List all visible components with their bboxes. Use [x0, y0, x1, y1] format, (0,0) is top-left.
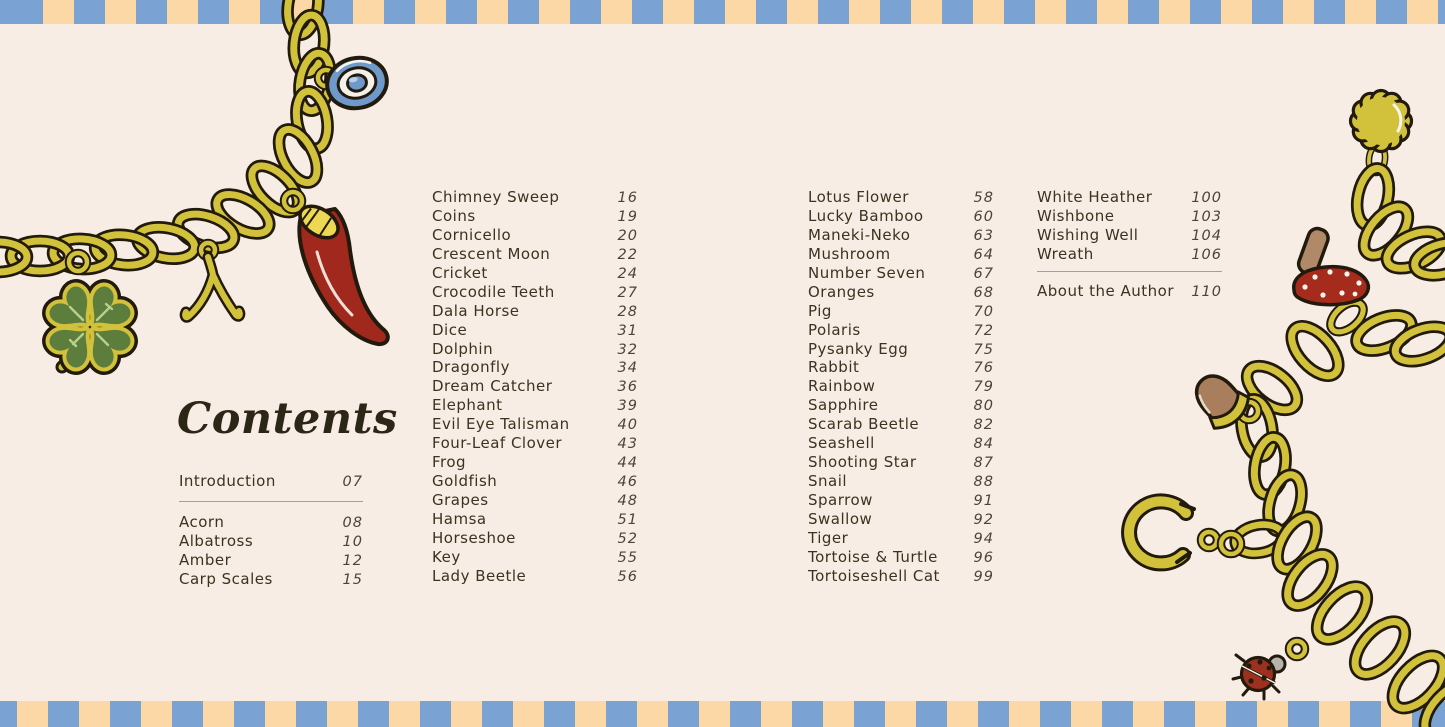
toc-entry-label: Wishbone: [1037, 206, 1115, 225]
toc-entry-label: Dragonfly: [432, 358, 510, 377]
toc-entry-label: Lotus Flower: [808, 188, 909, 206]
toc-entry-label: Seashell: [808, 434, 875, 453]
toc-entry: [432, 358, 638, 377]
toc-entry: [179, 532, 363, 551]
toc-entry-page: 79: [973, 379, 994, 396]
toc-entry: [179, 551, 363, 570]
contents-column-4: [1037, 188, 1222, 301]
toc-entry-label: Acorn: [179, 512, 225, 531]
toc-entry-page: 48: [617, 493, 638, 509]
toc-entry-page: 12: [342, 552, 363, 569]
toc-entry-label: Mushroom: [808, 244, 891, 263]
toc-entry-label: About the Author: [1037, 281, 1175, 300]
toc-entry-page: 64: [973, 246, 994, 263]
toc-entry-page: 75: [973, 341, 994, 358]
toc-entry-label: Number Seven: [808, 263, 926, 282]
toc-entry-page: 70: [973, 303, 994, 320]
toc-entry: [808, 226, 994, 245]
toc-entry: [432, 472, 638, 491]
toc-entry: [1037, 226, 1222, 245]
toc-entry-page: 39: [617, 398, 638, 415]
toc-entry: [808, 548, 994, 567]
toc-entry-page: 55: [617, 549, 638, 566]
toc-list: [808, 188, 994, 586]
toc-entry-label: Tortoise & Turtle: [808, 547, 938, 566]
toc-entry-page: 76: [973, 360, 994, 377]
toc-entry-page: 106: [1191, 246, 1222, 263]
toc-entry-page: 60: [973, 208, 994, 225]
toc-entry: [808, 264, 994, 283]
toc-entry-page: 44: [617, 455, 638, 472]
toc-entry-label: Swallow: [808, 509, 873, 528]
toc-entry: [808, 434, 994, 453]
toc-entry: [432, 245, 638, 264]
toc-entry-page: 91: [973, 493, 994, 509]
toc-entry-page: 80: [973, 398, 994, 415]
toc-list: [432, 188, 638, 586]
toc-entry: [1037, 188, 1222, 207]
toc-entry: [808, 188, 994, 207]
toc-entry-label: Grapes: [432, 491, 489, 509]
toc-entry: [432, 321, 638, 340]
toc-entry: [432, 302, 638, 321]
toc-entry-page: 16: [617, 190, 638, 206]
toc-entry-label: Frog: [432, 453, 467, 472]
toc-entry: [432, 283, 638, 302]
toc-entry: [432, 340, 638, 359]
toc-entry-label: Dice: [432, 320, 468, 339]
toc-entry-label: Dolphin: [432, 339, 494, 358]
toc-entry-page: 19: [617, 208, 638, 225]
toc-entry-page: 36: [617, 379, 638, 396]
toc-entry: [432, 529, 638, 548]
toc-entry-label: Polaris: [808, 320, 861, 339]
toc-entry-label: Snail: [808, 472, 848, 491]
toc-entry: [808, 358, 994, 377]
toc-entry-label: Key: [432, 547, 461, 566]
toc-entry-label: Dream Catcher: [432, 377, 553, 396]
toc-entry-label: Cricket: [432, 263, 488, 282]
toc-entry-page: 46: [617, 474, 638, 491]
toc-entry-label: Sapphire: [808, 396, 879, 415]
toc-entry-label: Four-Leaf Clover: [432, 434, 563, 453]
toc-entry-page: 94: [973, 530, 994, 547]
toc-entry-label: Wishing Well: [1037, 225, 1139, 244]
toc-list: [1037, 188, 1222, 264]
toc-entry-label: Pig: [808, 301, 832, 320]
toc-entry-label: Pysanky Egg: [808, 339, 909, 358]
toc-entry-label: Maneki-Neko: [808, 225, 911, 244]
toc-entry-page: 63: [973, 227, 994, 244]
toc-entry: [432, 453, 638, 472]
toc-entry-label: Oranges: [808, 282, 875, 301]
toc-entry-page: 67: [973, 265, 994, 282]
contents-column-1: [177, 394, 398, 589]
toc-entry-label: Lucky Bamboo: [808, 206, 924, 225]
toc-entry-page: 92: [973, 511, 994, 528]
contents-column-3: [808, 188, 994, 586]
toc-entry-page: 100: [1191, 190, 1222, 206]
toc-entry: [432, 434, 638, 453]
toc-entry-page: 07: [342, 474, 363, 490]
toc-entry: [808, 377, 994, 396]
toc-entry-page: 27: [617, 284, 638, 301]
toc-entry-label: Rabbit: [808, 358, 860, 377]
toc-entry-label: Wreath: [1037, 244, 1094, 263]
toc-entry-label: Chimney Sweep: [432, 188, 560, 206]
toc-entry: [432, 226, 638, 245]
toc-entry-label: Coins: [432, 206, 476, 225]
toc-entry: [432, 491, 638, 510]
toc-entry-page: 68: [973, 284, 994, 301]
toc-entry-page: 28: [617, 303, 638, 320]
toc-entry-label: Carp Scales: [179, 569, 273, 588]
toc-entry: [432, 510, 638, 529]
toc-entry: [808, 207, 994, 226]
toc-entry-label: Crocodile Teeth: [432, 282, 555, 301]
toc-entry: [808, 415, 994, 434]
toc-entry-page: 15: [342, 571, 363, 588]
toc-entry-page: 96: [973, 549, 994, 566]
toc-entry-label: Rainbow: [808, 377, 876, 396]
toc-entry-label: Tortoiseshell Cat: [808, 566, 940, 585]
toc-entry: [808, 321, 994, 340]
toc-entry-page: 43: [617, 436, 638, 453]
toc-entry-label: Tiger: [808, 528, 849, 547]
toc-entry-label: Scarab Beetle: [808, 415, 920, 434]
toc-entry: [432, 396, 638, 415]
toc-entry-page: 52: [617, 530, 638, 547]
toc-entry-page: 51: [617, 511, 638, 528]
toc-entry-page: 84: [973, 436, 994, 453]
toc-entry-label: Horseshoe: [432, 528, 516, 547]
toc-list: [179, 513, 363, 589]
toc-entry: [432, 377, 638, 396]
toc-entry-page: 08: [342, 514, 363, 531]
toc-entry-page: 103: [1191, 208, 1222, 225]
toc-entry: [179, 513, 363, 532]
divider-line: [1037, 271, 1222, 272]
toc-entry-page: 20: [617, 227, 638, 244]
contents-column-2: [432, 188, 638, 586]
toc-entry-label: Lady Beetle: [432, 566, 527, 585]
toc-entry: [1037, 207, 1222, 226]
toc-entry: [808, 245, 994, 264]
toc-entry-page: 88: [973, 474, 994, 491]
toc-entry-page: 72: [973, 322, 994, 339]
toc-entry: [808, 396, 994, 415]
toc-entry-label: Amber: [179, 550, 232, 569]
toc-entry-label: Evil Eye Talisman: [432, 415, 570, 434]
toc-entry-introduction: [179, 472, 363, 491]
toc-entry-page: 87: [973, 455, 994, 472]
toc-entry: [808, 567, 994, 586]
toc-entry: [808, 510, 994, 529]
toc-entry-label: Goldfish: [432, 472, 498, 491]
toc-entry: [808, 472, 994, 491]
toc-entry: [432, 264, 638, 283]
toc-entry: [808, 529, 994, 548]
toc-entry-label: Sparrow: [808, 491, 873, 509]
toc-entry-page: 34: [617, 360, 638, 377]
toc-entry: [432, 207, 638, 226]
divider-line: [179, 501, 363, 502]
toc-entry-label: Cornicello: [432, 225, 512, 244]
toc-entry-label: Dala Horse: [432, 301, 520, 320]
toc-entry-page: 10: [342, 533, 363, 550]
toc-entry: [808, 283, 994, 302]
toc-entry: [808, 491, 994, 510]
toc-entry-page: 82: [973, 417, 994, 434]
toc-entry-page: 22: [617, 246, 638, 263]
toc-entry-page: 99: [973, 568, 994, 585]
toc-entry-about-the-author: [1037, 282, 1222, 301]
toc-entry: [432, 548, 638, 567]
toc-entry-label: Hamsa: [432, 509, 487, 528]
toc-entry-page: 58: [973, 190, 994, 206]
toc-entry: [432, 188, 638, 207]
toc-entry-label: White Heather: [1037, 188, 1153, 206]
toc-entry-page: 31: [617, 322, 638, 339]
toc-entry-page: 56: [617, 568, 638, 585]
toc-entry-label: Albatross: [179, 531, 254, 550]
toc-entry-page: 32: [617, 341, 638, 358]
page-title: Contents: [177, 394, 398, 444]
toc-entry: [1037, 245, 1222, 264]
toc-entry: [179, 570, 363, 589]
toc-entry: [808, 302, 994, 321]
toc-entry-page: 24: [617, 265, 638, 282]
toc-entry: [432, 415, 638, 434]
toc-entry-label: Crescent Moon: [432, 244, 551, 263]
toc-entry-label: Shooting Star: [808, 453, 917, 472]
toc-entry-page: 104: [1191, 227, 1222, 244]
toc-entry-label: Elephant: [432, 396, 503, 415]
toc-entry-page: 110: [1191, 283, 1222, 300]
toc-entry: [808, 453, 994, 472]
toc-entry-label: Introduction: [179, 472, 276, 490]
toc-entry: [432, 567, 638, 586]
toc-entry-page: 40: [617, 417, 638, 434]
toc-entry: [808, 340, 994, 359]
